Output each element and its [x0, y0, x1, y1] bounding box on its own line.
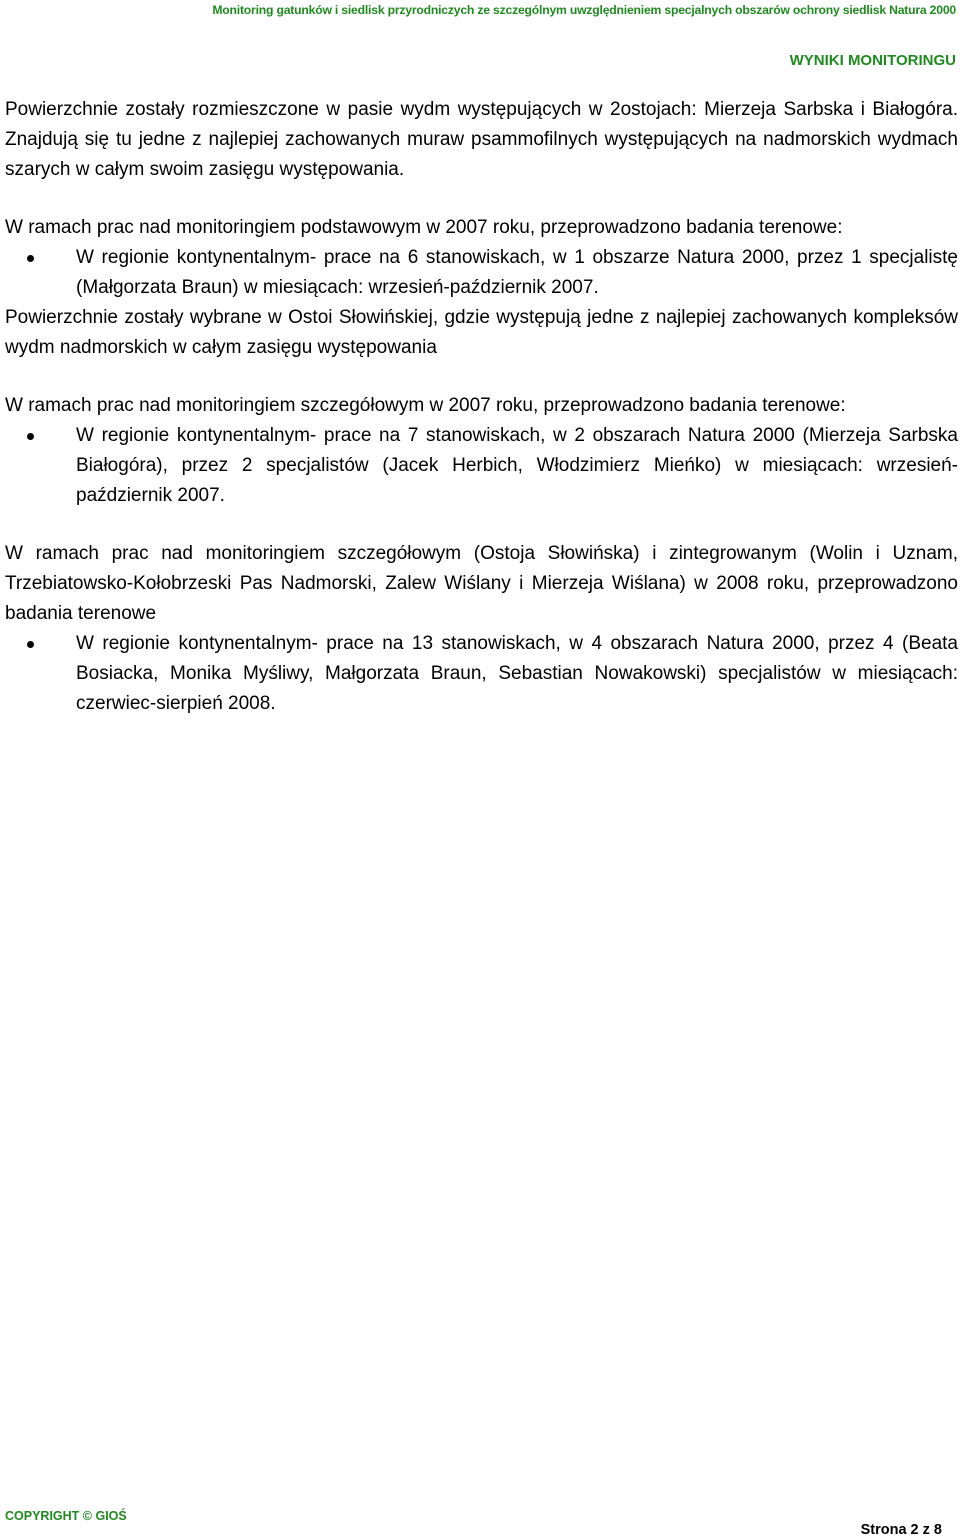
document-body	[5, 95, 958, 719]
list-item-text: W regionie kontynentalnym- prace na 13 stanowiskach, w 4 obszarach Natura 2000, przez 4 (Beata Bosiacka, Monika Myśliwy, Małgorzata Braun, Sebastian Nowakowski) specjalistów w miesiącach: czerwiec-sierpień 2008.	[76, 633, 958, 714]
document-header-title: Monitoring gatunków i siedlisk przyrodniczych ze szczególnym uwzględnieniem specjalnych obszarów ochrony siedlisk Natura 2000	[212, 3, 956, 17]
list-item	[5, 629, 958, 719]
bullet-icon	[27, 641, 34, 648]
copyright-notice: COPYRIGHT © GIOŚ	[5, 1509, 127, 1523]
list-item-text: W regionie kontynentalnym- prace na 7 stanowiskach, w 2 obszarach Natura 2000 (Mierzeja Sarbska Białogóra), przez 2 specjalistów (Jacek Herbich, Włodzimierz Mieńko) w miesiącach: wrzesień-październik 2007.	[76, 425, 958, 506]
paragraph-detailed-monitoring-2007: W ramach prac nad monitoringiem szczegółowym w 2007 roku, przeprowadzono badania terenowe:	[5, 395, 846, 416]
list-item-text: W regionie kontynentalnym- prace na 6 stanowiskach, w 1 obszarze Natura 2000, przez 1 specjalistę (Małgorzata Braun) w miesiącach: wrzesień-październik 2007.	[76, 247, 958, 298]
bullet-icon	[27, 433, 34, 440]
list-item	[5, 421, 958, 511]
paragraph-intro: Powierzchnie zostały rozmieszczone w pasie wydm występujących w 2ostojach: Mierzeja Sarbska i Białogóra. Znajdują się tu jedne z najlepiej zachowanych muraw psammofilnych występujących na nadmorskich wydmach szarych w całym swoim zasięgu występowania.	[5, 99, 958, 180]
paragraph-gap	[5, 511, 958, 539]
page-number: Strona 2 z 8	[860, 1522, 942, 1538]
paragraph-basic-monitoring: W ramach prac nad monitoringiem podstawowym w 2007 roku, przeprowadzono badania terenowe:	[5, 217, 843, 238]
paragraph-detailed-monitoring-2008: W ramach prac nad monitoringiem szczegółowym (Ostoja Słowińska) i zintegrowanym (Wolin i Uznam, Trzebiatowsko-Kołobrzeski Pas Nadmorski, Zalew Wiślany i Mierzeja Wiślana) w 2008 roku, przeprowadzono badania terenowe	[5, 543, 958, 624]
section-title: WYNIKI MONITORINGU	[789, 52, 956, 69]
paragraph-gap	[5, 185, 958, 213]
paragraph-gap	[5, 363, 958, 391]
bullet-icon	[27, 255, 34, 262]
list-item	[5, 243, 958, 303]
paragraph-ostoja: Powierzchnie zostały wybrane w Ostoi Słowińskiej, gdzie występują jedne z najlepiej zachowanych kompleksów wydm nadmorskich w całym zasięgu występowania	[5, 307, 958, 358]
